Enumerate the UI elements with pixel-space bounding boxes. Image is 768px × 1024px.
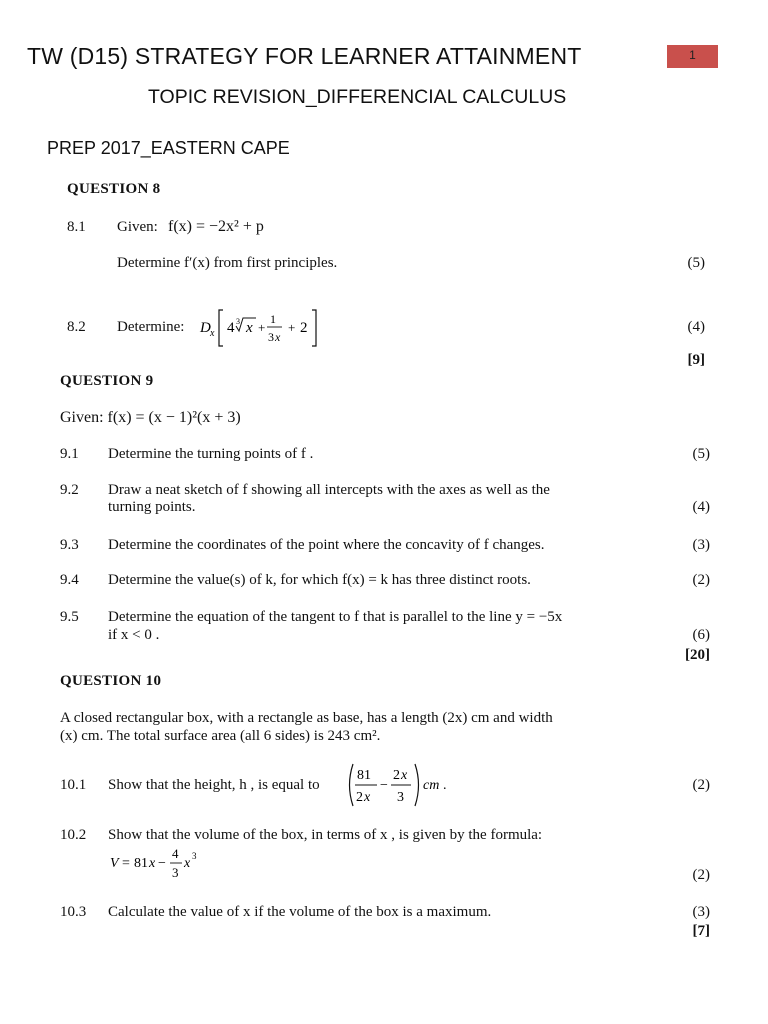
svg-text:3: 3 — [172, 865, 179, 880]
q10-3-marks: (3) — [692, 904, 710, 920]
svg-text:81: 81 — [357, 768, 371, 783]
svg-text:81: 81 — [134, 856, 148, 871]
question-8-heading: QUESTION 8 — [67, 181, 161, 197]
svg-text:D: D — [200, 320, 211, 336]
svg-text:1: 1 — [270, 312, 276, 326]
q9-given: Given: f(x) = (x − 1)²(x + 3) — [60, 409, 241, 426]
q10-2-volume-formula — [108, 843, 218, 888]
q10-1-height-expression — [345, 760, 455, 815]
svg-text:=: = — [122, 856, 130, 871]
svg-text:2: 2 — [300, 320, 308, 336]
svg-text:2: 2 — [356, 790, 363, 805]
q9-3-number: 9.3 — [60, 537, 79, 553]
svg-text:3: 3 — [192, 851, 197, 861]
q8-total-marks: [9] — [687, 352, 705, 368]
svg-text:−: − — [380, 778, 388, 793]
q9-2-text: Draw a neat sketch of f showing all intercepts with the axes as well as the — [108, 482, 550, 498]
q10-intro-line-2: (x) cm. The total surface area (all 6 sides) is 243 cm². — [60, 728, 381, 744]
question-9-heading: QUESTION 9 — [60, 373, 154, 389]
svg-text:2: 2 — [393, 768, 400, 783]
q8-2-marks: (4) — [687, 319, 705, 335]
source-label: PREP 2017_EASTERN CAPE — [47, 138, 290, 158]
q9-4-number: 9.4 — [60, 572, 79, 588]
question-10-heading: QUESTION 10 — [60, 673, 162, 689]
q10-1-number: 10.1 — [60, 777, 87, 793]
svg-text:4: 4 — [172, 846, 179, 861]
q9-4-marks: (2) — [692, 572, 710, 588]
q9-2-text-continued: turning points. — [108, 499, 196, 515]
svg-text:x: x — [210, 328, 215, 339]
svg-text:x: x — [401, 768, 408, 783]
svg-text:cm: cm — [423, 778, 440, 793]
q8-1-given: Given: — [117, 219, 158, 235]
q9-3-text: Determine the coordinates of the point where the concavity of f changes. — [108, 537, 545, 553]
svg-text:3: 3 — [268, 330, 274, 344]
q10-2-number: 10.2 — [60, 827, 87, 843]
q10-3-text: Calculate the value of x if the volume of the box is a maximum. — [108, 904, 492, 920]
q10-total-marks: [7] — [692, 923, 710, 939]
q10-2-text: Show that the volume of the box, in terms of x , is given by the formula: — [108, 827, 543, 843]
q8-1-number: 8.1 — [67, 219, 86, 235]
q10-1-text: Show that the height, h , is equal to — [108, 777, 320, 793]
svg-text:3: 3 — [236, 317, 240, 326]
q9-total-marks: [20] — [685, 647, 710, 663]
svg-text:3: 3 — [397, 790, 404, 805]
q9-3-marks: (3) — [692, 537, 710, 553]
q9-1-marks: (5) — [692, 446, 710, 462]
svg-text:−: − — [158, 856, 166, 871]
page-number-badge: 1 — [667, 45, 718, 68]
q9-5-number: 9.5 — [60, 609, 79, 625]
q8-1-task: Determine f′(x) from first principles. — [117, 255, 338, 271]
q8-2-label: Determine: — [117, 319, 185, 335]
q10-2-marks: (2) — [692, 867, 710, 883]
topic-subtitle: TOPIC REVISION_DIFFERENCIAL CALCULUS — [148, 86, 567, 108]
q10-3-number: 10.3 — [60, 904, 87, 920]
q9-1-number: 9.1 — [60, 446, 79, 462]
q9-2-number: 9.2 — [60, 482, 79, 498]
svg-text:x: x — [275, 330, 281, 344]
svg-text:+: + — [288, 320, 296, 335]
svg-text:4: 4 — [227, 320, 235, 336]
q8-1-expression: f(x) = −2x² + p — [168, 218, 264, 235]
svg-text:x: x — [246, 320, 253, 336]
svg-text:x: x — [149, 856, 156, 871]
q9-5-text-continued: if x < 0 . — [108, 627, 160, 643]
svg-text:+: + — [258, 320, 266, 335]
q8-2-derivative-expression — [198, 306, 328, 355]
svg-text:V: V — [110, 856, 119, 871]
svg-text:x: x — [184, 856, 191, 871]
q10-1-marks: (2) — [692, 777, 710, 793]
svg-text:.: . — [443, 778, 447, 793]
q8-1-marks: (5) — [687, 255, 705, 271]
q9-2-marks: (4) — [692, 499, 710, 515]
q9-5-text: Determine the equation of the tangent to f that is parallel to the line y = −5x — [108, 609, 563, 625]
document-title: TW (D15) STRATEGY FOR LEARNER ATTAINMENT — [27, 43, 582, 69]
q9-4-text: Determine the value(s) of k, for which f(x) = k has three distinct roots. — [108, 572, 531, 588]
q8-2-number: 8.2 — [67, 319, 86, 335]
q10-intro-line-1: A closed rectangular box, with a rectangle as base, has a length (2x) cm and width — [60, 710, 553, 726]
q9-1-text: Determine the turning points of f . — [108, 446, 314, 462]
svg-text:x: x — [364, 790, 371, 805]
q9-5-marks: (6) — [692, 627, 710, 643]
